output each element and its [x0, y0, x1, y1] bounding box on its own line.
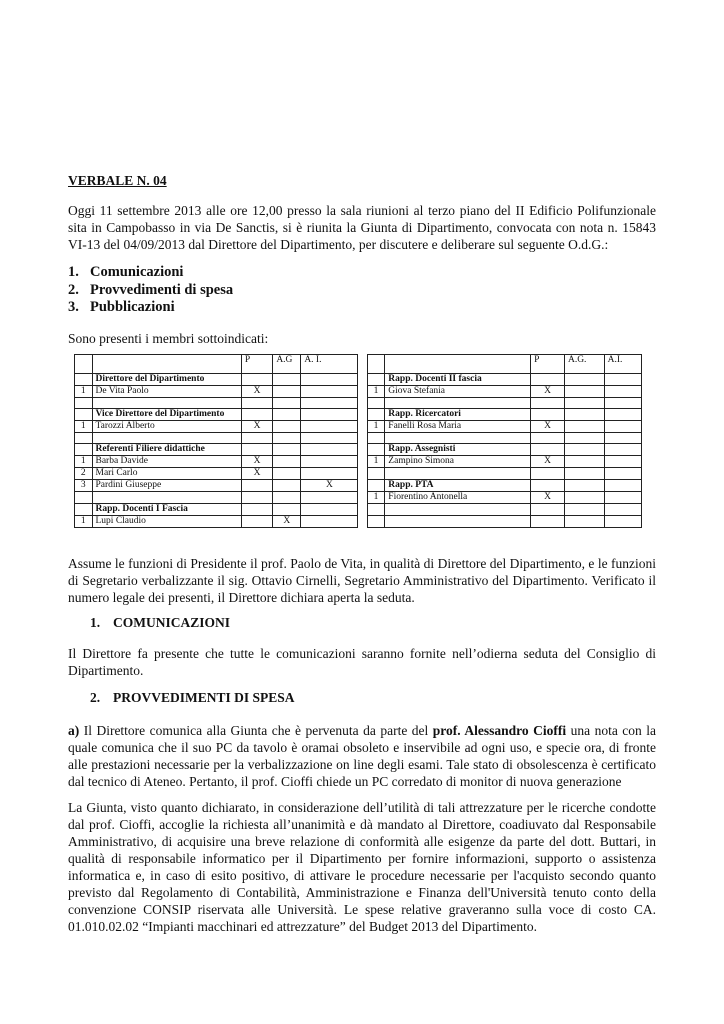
giunta-paragraph: La Giunta, visto quanto dichiarato, in considerazione dell’utilità di tali attrezzature per le ricerche condotte dal prof. Cioffi, accoglie la richiesta all’unanimità e dà mandato al Direttore, coadiuvato dal Responsabile Amministrativo, di acquisire una breve relazione di conformità alle esigenze da parte del dott. Buttari, in qualità di responsabile informatico per il Dipartimento per fornire informazioni, supporto o assistenza informatica e, in caso di esito positivo, di attivare le procedure necessarie per l'acquisto secondo quanto previsto dal Regolamento di Contabilità, Amministrazione e Finanza dell'Università tenuto conto della convenzione CONSIP riservata alle Università. Le spese relative graveranno sulla voce di costo CA. 01.010.02.02 “Impianti macchinari ed attrezzature” del Budget 2013 del Dipartimento.: [68, 800, 656, 934]
attendance-row: [75, 444, 642, 456]
unjustified-absent-mark: [604, 468, 641, 480]
unjustified-absent-mark: [604, 480, 641, 492]
present-mark: [531, 374, 565, 386]
member-number: [75, 409, 93, 421]
present-mark: X: [531, 456, 565, 468]
member-number: [367, 468, 385, 480]
group-heading: Vice Direttore del Dipartimento: [92, 409, 241, 421]
member-name: [92, 398, 241, 409]
unjustified-absent-mark: [604, 409, 641, 421]
justified-absent-mark: [564, 480, 604, 492]
present-mark: [531, 444, 565, 456]
member-number: [367, 504, 385, 516]
member-number: 3: [75, 480, 93, 492]
unjustified-absent-mark: [301, 444, 358, 456]
unjustified-absent-mark: [604, 516, 641, 528]
group-heading: Rapp. Docenti II fascia: [385, 374, 531, 386]
present-mark: X: [241, 468, 272, 480]
justified-absent-mark: [273, 468, 301, 480]
present-mark: [241, 374, 272, 386]
agenda-item: [68, 299, 233, 317]
unjustified-absent-mark: [301, 421, 358, 433]
member-number: 1: [75, 386, 93, 398]
member-number: 2: [75, 468, 93, 480]
member-number: 1: [367, 421, 385, 433]
group-heading: Rapp. Assegnisti: [385, 444, 531, 456]
member-name: [385, 398, 531, 409]
attendance-row: [75, 504, 642, 516]
attendance-row: [75, 398, 642, 409]
member-number: [367, 444, 385, 456]
present-mark: X: [531, 492, 565, 504]
attendance-row: [75, 468, 642, 480]
present-mark: [531, 504, 565, 516]
justified-absent-mark: [564, 444, 604, 456]
agenda-item: [68, 282, 233, 300]
agenda-text: Comunicazioni: [90, 264, 184, 280]
member-name: Zampino Simona: [385, 456, 531, 468]
document-title: VERBALE N. 04: [68, 173, 167, 188]
unjustified-absent-mark: [301, 504, 358, 516]
present-mark: [531, 468, 565, 480]
present-mark: [241, 409, 272, 421]
justified-absent-mark: [564, 386, 604, 398]
unjustified-absent-mark: [301, 409, 358, 421]
bold-name: prof. Alessandro Cioffi: [432, 723, 567, 738]
member-name: Pardini Giuseppe: [92, 480, 241, 492]
justified-absent-mark: [564, 409, 604, 421]
justified-absent-mark: [273, 386, 301, 398]
member-number: 1: [75, 456, 93, 468]
header-present: P: [241, 355, 272, 374]
member-name: [385, 468, 531, 480]
attendance-row: [75, 421, 642, 433]
present-mark: X: [241, 456, 272, 468]
member-name: [385, 516, 531, 528]
justified-absent-mark: [273, 504, 301, 516]
unjustified-absent-mark: [604, 374, 641, 386]
member-number: [367, 374, 385, 386]
attendance-row: [75, 374, 642, 386]
justified-absent-mark: [564, 504, 604, 516]
justified-absent-mark: [564, 398, 604, 409]
justified-absent-mark: [564, 516, 604, 528]
justified-absent-mark: [273, 409, 301, 421]
agenda-text: Provvedimenti di spesa: [90, 281, 234, 298]
unjustified-absent-mark: X: [301, 480, 358, 492]
justified-absent-mark: [273, 492, 301, 504]
unjustified-absent-mark: [301, 468, 358, 480]
attendance-row: [75, 386, 642, 398]
section-heading-provvedimenti: 2. PROVVEDIMENTI DI SPESA: [90, 690, 295, 705]
member-name: De Vita Paolo: [92, 386, 241, 398]
point-a-paragraph: a) Il Direttore comunica alla Giunta che è pervenuta da parte del prof. Alessandro Cioffi una nota con la quale comunica che il suo PC da tavolo è oramai obsoleto e inservibile ad ogni uso, e specie ora, di fronte alle prestazioni necessarie per la verbalizzazione on line degli esami. Tale stato di obsolescenza è certificato dal tecnico di Ateneo. Pertanto, il prof. Cioffi chiede un PC corredato di monitor di nuova generazione: [68, 723, 656, 789]
unjustified-absent-mark: [604, 386, 641, 398]
member-number: 1: [367, 456, 385, 468]
present-mark: [531, 433, 565, 444]
unjustified-absent-mark: [604, 433, 641, 444]
member-number: [367, 398, 385, 409]
present-mark: [531, 398, 565, 409]
attendance-row: [75, 492, 642, 504]
member-number: [75, 374, 93, 386]
member-number: 1: [367, 492, 385, 504]
present-mark: [531, 409, 565, 421]
agenda-text: Pubblicazioni: [90, 299, 175, 315]
member-number: 1: [75, 421, 93, 433]
attendance-row: [75, 433, 642, 444]
intro-paragraph: Oggi 11 settembre 2013 alle ore 12,00 presso la sala riunioni al terzo piano del II Edificio Polifunzionale sita in Campobasso in via De Sanctis, si è riunita la Giunta di Dipartimento, convocata con nota n. 15843 VI-13 del 04/09/2013 dal Direttore del Dipartimento, per discutere e deliberare sul seguente O.d.G.:: [68, 203, 656, 252]
point-label: a): [68, 723, 80, 738]
justified-absent-mark: [273, 444, 301, 456]
justified-absent-mark: [564, 468, 604, 480]
attendance-row: [75, 516, 642, 528]
agenda-item: [68, 264, 233, 282]
agenda-number: 1.: [68, 264, 79, 280]
member-name: Fiorentino Antonella: [385, 492, 531, 504]
present-members-text: Sono presenti i membri sottoindicati:: [68, 331, 269, 346]
member-number: 1: [367, 386, 385, 398]
comunicazioni-paragraph: Il Direttore fa presente che tutte le comunicazioni saranno fornite nell’odierna seduta del Consiglio di Dipartimento.: [68, 646, 656, 678]
present-mark: [241, 433, 272, 444]
justified-absent-mark: X: [273, 516, 301, 528]
justified-absent-mark: [564, 374, 604, 386]
unjustified-absent-mark: [301, 374, 358, 386]
present-mark: X: [241, 386, 272, 398]
unjustified-absent-mark: [604, 444, 641, 456]
present-mark: [531, 480, 565, 492]
attendance-table: [74, 354, 642, 528]
header-unjustified-absent: A.I.: [604, 355, 641, 374]
present-mark: [531, 516, 565, 528]
present-mark: [241, 516, 272, 528]
unjustified-absent-mark: [604, 492, 641, 504]
section-heading-comunicazioni: 1. COMUNICAZIONI: [90, 615, 231, 630]
member-name: [385, 504, 531, 516]
justified-absent-mark: [273, 433, 301, 444]
justified-absent-mark: [564, 456, 604, 468]
unjustified-absent-mark: [604, 398, 641, 409]
justified-absent-mark: [564, 492, 604, 504]
present-mark: [241, 504, 272, 516]
member-number: [75, 444, 93, 456]
member-name: Barba Davide: [92, 456, 241, 468]
present-mark: X: [531, 421, 565, 433]
present-mark: [241, 398, 272, 409]
group-heading: Rapp. Docenti I Fascia: [92, 504, 241, 516]
member-name: [385, 433, 531, 444]
member-name: Tarozzi Alberto: [92, 421, 241, 433]
attendance-row: [75, 480, 642, 492]
unjustified-absent-mark: [604, 456, 641, 468]
present-mark: [241, 480, 272, 492]
member-number: [367, 433, 385, 444]
member-number: 1: [75, 516, 93, 528]
attendance-row: [75, 409, 642, 421]
justified-absent-mark: [564, 421, 604, 433]
member-number: [367, 480, 385, 492]
assume-paragraph: Assume le funzioni di Presidente il prof. Paolo de Vita, in qualità di Direttore del Dipartimento, e le funzioni di Segretario verbalizzante il sig. Ottavio Cirnelli, Segretario Amministrativo del Dipartimento. Verificato il numero legale dei presenti, il Direttore dichiara aperta la seduta.: [68, 556, 656, 605]
attendance-row: [75, 456, 642, 468]
member-number: [75, 433, 93, 444]
justified-absent-mark: [273, 398, 301, 409]
unjustified-absent-mark: [301, 386, 358, 398]
unjustified-absent-mark: [301, 398, 358, 409]
justified-absent-mark: [273, 480, 301, 492]
unjustified-absent-mark: [301, 492, 358, 504]
header-justified-absent: A.G.: [564, 355, 604, 374]
member-name: Mari Carlo: [92, 468, 241, 480]
agenda-number: 3.: [68, 299, 79, 315]
unjustified-absent-mark: [301, 516, 358, 528]
justified-absent-mark: [273, 374, 301, 386]
member-name: [92, 492, 241, 504]
justified-absent-mark: [564, 433, 604, 444]
header-present: P: [531, 355, 565, 374]
member-name: Lupi Claudio: [92, 516, 241, 528]
member-name: [92, 433, 241, 444]
present-mark: [241, 444, 272, 456]
group-heading: Referenti Filiere didattiche: [92, 444, 241, 456]
agenda-list: [68, 264, 233, 317]
justified-absent-mark: [273, 456, 301, 468]
member-number: [75, 504, 93, 516]
unjustified-absent-mark: [604, 421, 641, 433]
group-heading: Rapp. PTA: [385, 480, 531, 492]
member-name: Fanelli Rosa Maria: [385, 421, 531, 433]
present-mark: [241, 492, 272, 504]
member-number: [367, 516, 385, 528]
member-number: [75, 398, 93, 409]
unjustified-absent-mark: [301, 433, 358, 444]
justified-absent-mark: [273, 421, 301, 433]
present-mark: X: [531, 386, 565, 398]
agenda-number: 2.: [68, 281, 79, 298]
group-heading: Rapp. Ricercatori: [385, 409, 531, 421]
attendance-header-row: [75, 355, 642, 374]
member-number: [75, 492, 93, 504]
group-heading: Direttore del Dipartimento: [92, 374, 241, 386]
unjustified-absent-mark: [301, 456, 358, 468]
member-number: [367, 409, 385, 421]
header-unjustified-absent: A. I.: [301, 355, 358, 374]
unjustified-absent-mark: [604, 504, 641, 516]
member-name: Giova Stefania: [385, 386, 531, 398]
present-mark: X: [241, 421, 272, 433]
header-justified-absent: A.G: [273, 355, 301, 374]
